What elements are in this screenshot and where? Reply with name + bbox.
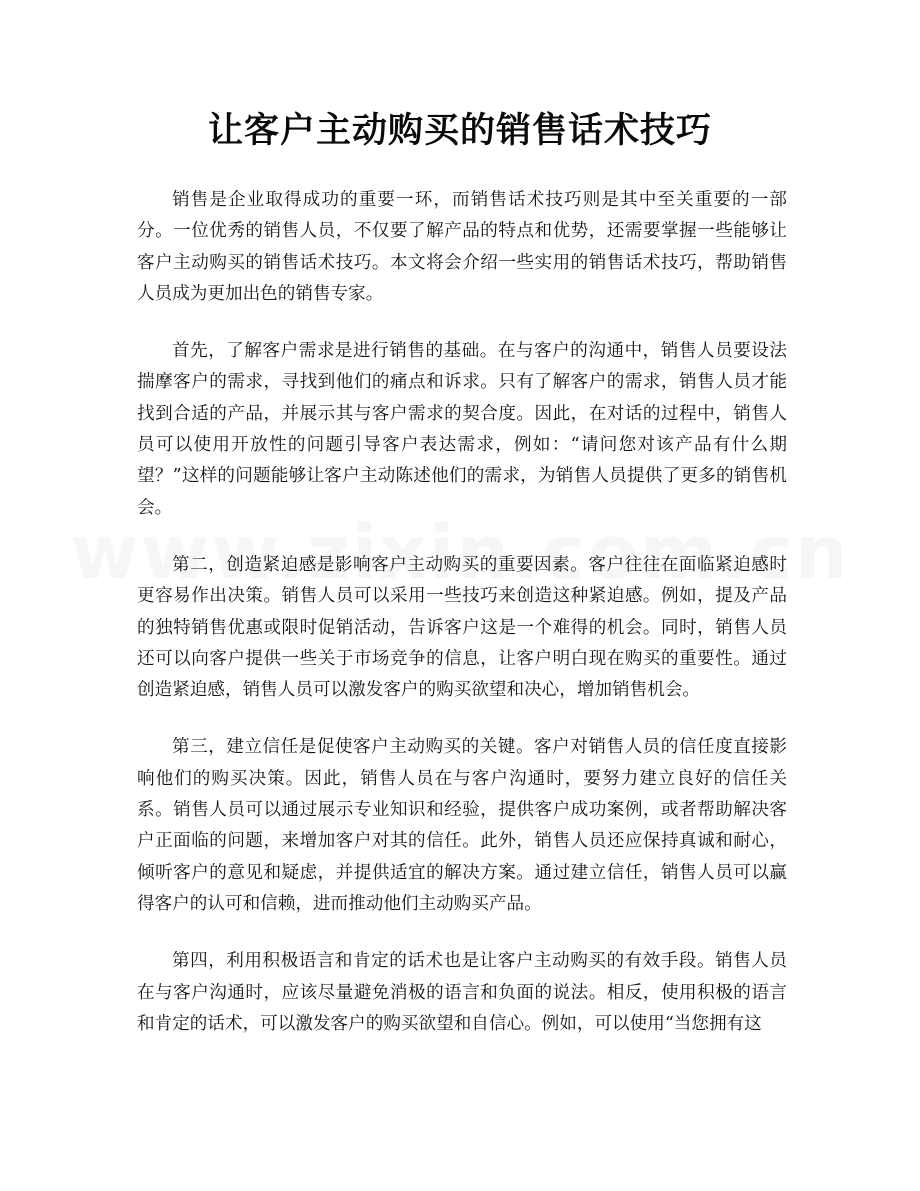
paragraph-fourth: 第四，利用积极语言和肯定的话术也是让客户主动购买的有效手段。销售人员在与客户沟通时，应该尽量避免消极的语言和负面的说法。相反，使用积极的语言和肯定的话术，可以激发客户的购买欲望和自信心。例如，可以使用“当您拥有这	[137, 951, 787, 1034]
paragraph-first: 首先，了解客户需求是进行销售的基础。在与客户的沟通中，销售人员要设法揣摩客户的需求，寻找到他们的痛点和诉求。只有了解客户的需求，销售人员才能找到合适的产品，并展示其与客户需求的契合度。因此，在对话的过程中，销售人员可以使用开放性的问题引导客户表达需求，例如：“请问您对该产品有什么期望？”这样的问题能够让客户主动陈述他们的需求，为销售人员提供了更多的销售机会。	[137, 341, 787, 518]
paragraph-intro: 销售是企业取得成功的重要一环，而销售话术技巧则是其中至关重要的一部分。一位优秀的销售人员，不仅要了解产品的特点和优势，还需要掌握一些能够让客户主动购买的销售话术技巧。本文将会介绍一些实用的销售话术技巧，帮助销售人员成为更加出色的销售专家。	[137, 190, 787, 304]
paragraph-third: 第三，建立信任是促使客户主动购买的关键。客户对销售人员的信任度直接影响他们的购买决策。因此，销售人员在与客户沟通时，要努力建立良好的信任关系。销售人员可以通过展示专业知识和经验，提供客户成功案例，或者帮助解决客户正面临的问题，来增加客户对其的信任。此外，销售人员还应保持真诚和耐心，倾听客户的意见和疑虑，并提供适宜的解决方案。通过建立信任，销售人员可以赢得客户的认可和信赖，进而推动他们主动购买产品。	[137, 737, 787, 914]
paragraph-second: 第二，创造紧迫感是影响客户主动购买的重要因素。客户往往在面临紧迫感时更容易作出决策。销售人员可以采用一些技巧来创造这种紧迫感。例如，提及产品的独特销售优惠或限时促销活动，告诉客户这是一个难得的机会。同时，销售人员还可以向客户提供一些关于市场竞争的信息，让客户明白现在购买的重要性。通过创造紧迫感，销售人员可以激发客户的购买欲望和决心，增加销售机会。	[137, 554, 787, 701]
document-body	[137, 185, 787, 1066]
document-title: 让客户主动购买的销售话术技巧	[207, 111, 712, 151]
